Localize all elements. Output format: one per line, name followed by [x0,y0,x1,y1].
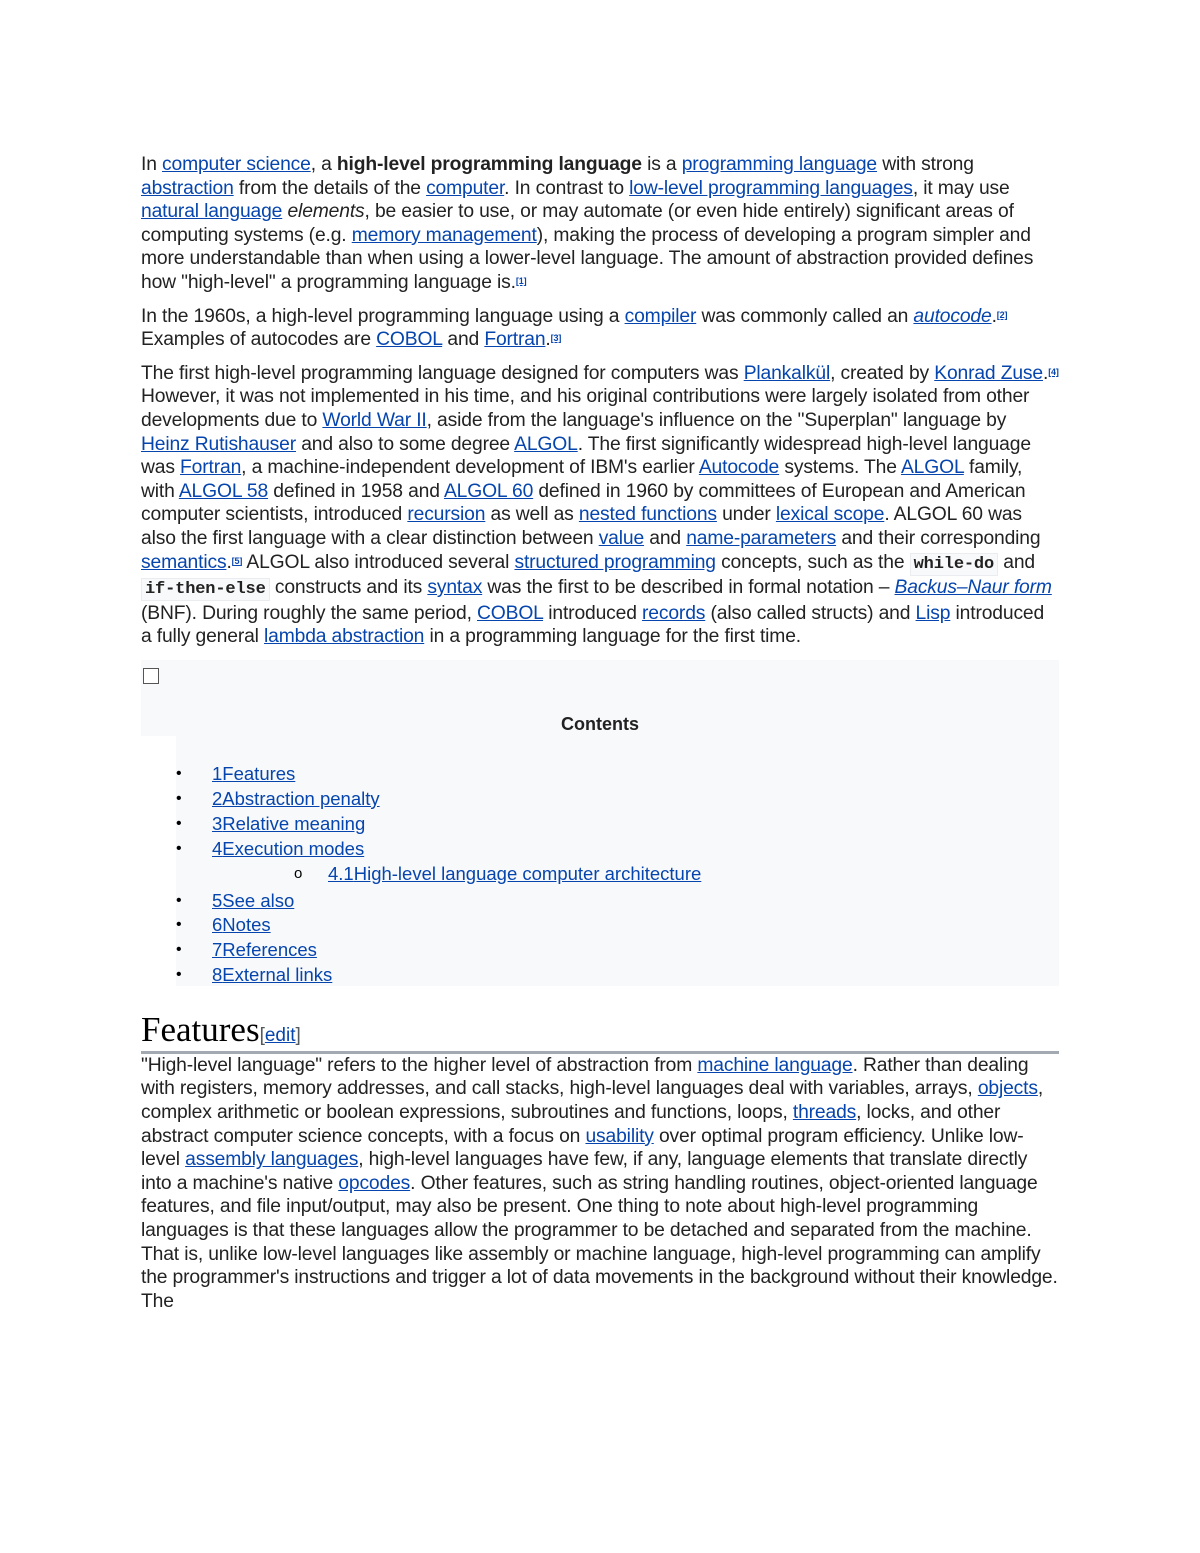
toc-number: 6 [212,913,223,935]
link-semantics[interactable]: semantics [141,551,227,573]
text: . In contrast to [504,177,630,199]
toc-link[interactable] [328,862,701,886]
link-konrad-zuse[interactable]: Konrad Zuse [934,362,1043,384]
link-nested-functions[interactable]: nested functions [578,504,717,526]
toc-number: 4 [212,837,223,859]
toc-title: Contents [561,713,639,734]
link-low-level-languages[interactable]: low-level programming languages [629,177,913,199]
text: In the 1960s, a high-level programming language using a [141,305,625,327]
link-threads[interactable]: threads [792,1102,857,1124]
intro-paragraph-2 [141,305,1059,352]
text: . [991,305,997,327]
text: , high-level languages have few, if any, language elements that translate directly into a machine's native [141,1149,1028,1194]
intro-paragraph-3 [141,362,1059,649]
toc-link[interactable] [212,963,332,987]
text: concepts, such as the [715,551,910,573]
toc-link[interactable] [212,938,317,962]
link-machine-language[interactable]: machine language [697,1054,853,1076]
link-abstraction[interactable]: abstraction [141,177,234,199]
toc-label: Execution modes [222,837,365,859]
link-recursion[interactable]: recursion [407,504,486,526]
link-structured-programming[interactable]: structured programming [514,551,716,573]
text: , be easier to use, or may automate (or even hide entirely) significant areas of computing systems (e.g. [141,201,1014,246]
text: The first high-level programming language designed for computers was [141,362,744,384]
link-backus-naur-form[interactable]: Backus–Naur form [894,577,1052,599]
link-computer-science[interactable]: computer science [162,154,311,175]
link-algol[interactable]: ALGOL [514,433,578,455]
link-fortran[interactable]: Fortran [484,329,546,351]
text: and their corresponding [836,527,1041,549]
bullet-icon: • [176,764,182,782]
text: . Other features, such as string handling routines, object-oriented language features, and file input/output, may also be present. One thing to note about high-level programming languages is that these languages allow the programmer to be detached and separated from the machine. That is, unlike low-level languages like assembly or machine language, high-level programming can amplify the programmer's instructions and trigger a lot of data movements in the background without their knowledge. The [141,1172,1058,1312]
bullet-icon: • [176,915,182,933]
link-objects[interactable]: objects [977,1078,1038,1100]
link-lexical-scope[interactable]: lexical scope [775,504,885,526]
text: was commonly called an [696,305,914,327]
link-algol-58[interactable]: ALGOL 58 [178,480,269,502]
bullet-icon: • [176,789,182,807]
link-fortran[interactable]: Fortran [180,457,242,479]
bullet-icon: • [176,891,182,909]
link-algol-family[interactable]: ALGOL [900,457,964,479]
link-cobol[interactable]: COBOL [477,602,544,624]
toc-link[interactable] [212,762,295,786]
link-syntax[interactable]: syntax [427,577,483,599]
citation-3 [551,333,562,343]
bracket: ] [295,1024,301,1046]
link-records[interactable]: records [642,602,706,624]
text: and [998,551,1035,573]
toc-number: 1 [212,762,223,784]
text: In [141,154,162,175]
link-cobol[interactable]: COBOL [376,329,443,351]
toc-number: 5 [212,889,223,911]
link-algol-60[interactable]: ALGOL 60 [443,480,534,502]
link-name-parameters[interactable]: name-parameters [686,527,837,549]
section-heading-features [141,1010,1059,1054]
citation-link[interactable]: [5] [231,555,243,566]
text: , locks, and other abstract computer science concepts, with a focus on [141,1102,1001,1147]
citation-link[interactable]: [4] [1048,366,1059,377]
link-lisp[interactable]: Lisp [915,602,951,624]
link-natural-language[interactable]: natural language [141,201,283,223]
text: as well as [485,504,579,526]
toc-link[interactable] [212,787,380,811]
link-lambda-abstraction[interactable]: lambda abstraction [264,626,425,648]
italic-term: elements [287,201,365,223]
text: (BNF). During roughly the same period, [141,602,477,624]
features-paragraph [141,1054,1059,1314]
bullet-icon: • [176,814,182,832]
text: (also called structs) and [705,602,916,624]
edit-section [260,1025,301,1046]
code-if-then-else: if-then-else [141,578,270,601]
toc-label: Features [222,762,296,784]
toc-label: External links [222,963,333,985]
toc-number: 8 [212,963,223,985]
link-usability[interactable]: usability [585,1125,654,1147]
link-autocode[interactable]: Autocode [698,457,780,479]
citation-link[interactable]: [1] [515,275,527,286]
intro-paragraph-1 [141,153,1059,295]
text: in a programming language for the first time. [424,626,802,648]
toc-link[interactable] [212,889,294,913]
text: Examples of autocodes are [141,329,377,351]
link-opcodes[interactable]: opcodes [338,1172,411,1194]
bracket: [ [259,1024,265,1046]
table-of-contents [141,660,1059,986]
edit-link[interactable]: edit [264,1024,296,1046]
toc-number: 3 [212,812,223,834]
toc-link[interactable] [212,913,271,937]
code-while-do: while-do [910,553,998,576]
text: However, it was not implemented in his time, and his original contributions were largely isolated from other developments due to [141,386,1030,431]
text: from the details of the [233,177,427,199]
toc-link[interactable] [212,812,365,836]
text: over optimal program efficiency. Unlike low-level [141,1125,1024,1171]
text: , aside from the language's influence on the "Superplan" language by [426,409,1007,431]
toc-label: See also [222,889,295,911]
bold-term: high-level programming language [336,154,642,175]
toc-label: High-level language computer architecture [353,862,702,884]
text: systems. The [779,457,901,479]
text: and also to some degree [296,433,515,455]
text: introduced [543,602,643,624]
article-body [141,153,1059,1323]
link-plankalkul[interactable]: Plankalkül [743,362,831,384]
link-value[interactable]: value [598,527,645,549]
circle-bullet-icon: o [294,864,303,882]
text: ALGOL also introduced several [242,551,515,573]
toc-toggle-checkbox[interactable] [143,668,159,684]
citation-1 [516,276,527,286]
text: is a [641,154,682,175]
citation-2 [997,310,1008,320]
text: . ALGOL 60 was also the first language with a clear distinction between [141,504,1022,549]
link-computer[interactable]: computer [426,177,505,199]
toc-label: Abstraction penalty [222,787,380,809]
text: "High-level language" refers to the higher level of abstraction from [141,1054,698,1076]
bullet-icon: • [176,940,182,958]
toc-number: 2 [212,787,223,809]
link-compiler[interactable]: compiler [624,305,697,327]
text: . [1042,362,1049,384]
toc-link[interactable] [212,837,364,861]
toc-label: Relative meaning [222,812,366,834]
text: family, with [141,457,1023,502]
bullet-icon: • [176,839,182,857]
bullet-icon: • [176,965,182,983]
text: . [545,329,551,351]
text: defined in 1958 and [268,480,444,502]
link-world-war-ii[interactable]: World War II [322,409,427,431]
toc-number: 7 [212,938,223,960]
text: , complex arithmetic or boolean expressions, subroutines and functions, loops, [141,1078,1044,1124]
text: introduced a fully general [141,602,1045,648]
citation-4 [1048,367,1059,377]
text: , created by [830,362,935,384]
heading-text: Features [141,1009,260,1049]
text: , it may use [912,177,1010,199]
toc-label: Notes [222,913,271,935]
text: constructs and its [269,577,428,599]
citation-link[interactable]: [2] [996,309,1008,320]
text: with strong [877,154,974,175]
link-autocode[interactable]: autocode [913,305,992,327]
link-memory-management[interactable]: memory management [351,224,537,246]
text: , a machine-independent development of IBM's earlier [241,457,699,479]
text: . [226,551,232,573]
link-heinz-rutishauser[interactable]: Heinz Rutishauser [141,433,296,455]
text: and [442,329,485,351]
text: defined in 1960 by committees of European and American computer scientists, introduced [141,480,1026,526]
toc-label: References [222,938,317,960]
link-assembly-languages[interactable]: assembly languages [185,1149,359,1171]
text: . Rather than dealing with registers, memory addresses, and call stacks, high-level languages deal with variables, arrays, [141,1054,1029,1100]
text: under [716,504,776,526]
text: , a [310,154,337,175]
citation-5 [232,556,243,566]
text: was the first to be described in formal notation – [482,577,895,599]
text: and [644,527,687,549]
toc-number: 4.1 [328,862,354,884]
text: ), making the process of developing a program simpler and more understandable than when using a lower-level language. The amount of abstraction provided defines how "high-level" a programming language is. [141,224,1034,293]
text: . The first significantly widespread high-level language was [141,433,1031,479]
citation-link[interactable]: [3] [550,333,562,344]
link-programming-language[interactable]: programming language [681,154,878,175]
